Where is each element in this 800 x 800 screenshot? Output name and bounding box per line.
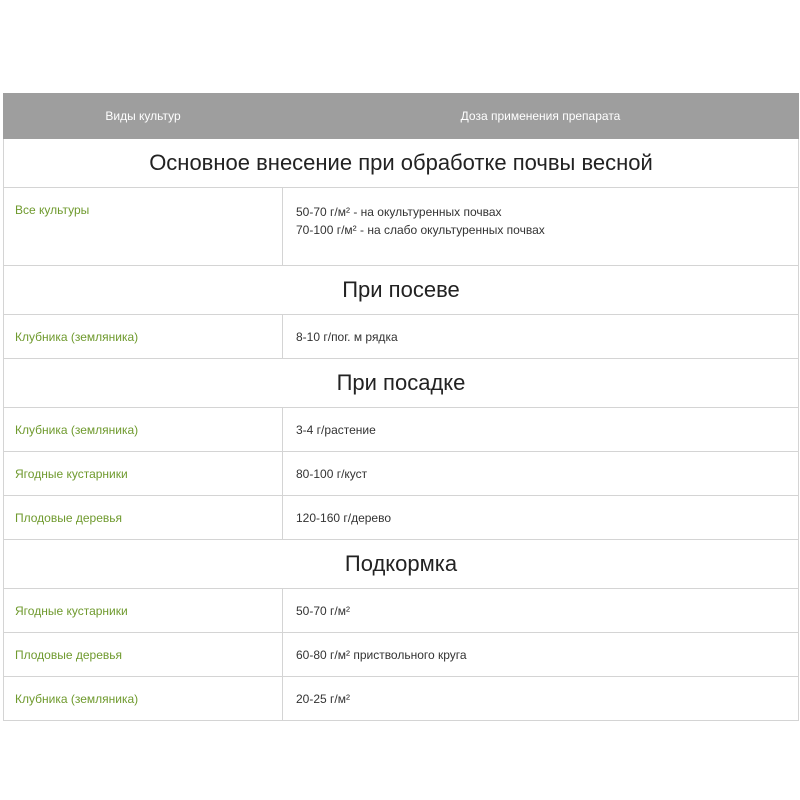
crop-cell: Плодовые деревья (4, 496, 283, 540)
section-row (4, 359, 799, 408)
dose-line: 70-100 г/м² - на слабо окультуренных почвах (296, 223, 545, 237)
dose-cell: 8-10 г/пог. м рядка (283, 315, 799, 359)
dose-cell: 20-25 г/м² (283, 677, 799, 721)
section-title: Основное внесение при обработке почвы весной (4, 139, 799, 188)
table-row (4, 496, 799, 540)
table-row (4, 633, 799, 677)
table-row (4, 589, 799, 633)
section-row (4, 139, 799, 188)
dose-cell (283, 188, 799, 266)
crop-cell: Все культуры (4, 188, 283, 266)
header-crop-types: Виды культур (4, 94, 283, 139)
table-row (4, 677, 799, 721)
section-title: При посеве (4, 266, 799, 315)
table-header-row (4, 94, 799, 139)
crop-cell: Клубника (земляника) (4, 677, 283, 721)
table-row (4, 315, 799, 359)
crop-cell: Ягодные кустарники (4, 452, 283, 496)
table-row (4, 188, 799, 266)
section-title: При посадке (4, 359, 799, 408)
crop-cell: Ягодные кустарники (4, 589, 283, 633)
dosage-table (3, 93, 799, 721)
header-application-dose: Доза применения препарата (283, 94, 799, 139)
crop-cell: Плодовые деревья (4, 633, 283, 677)
dose-line: 50-70 г/м² - на окультуренных почвах (296, 205, 502, 219)
dose-cell: 80-100 г/куст (283, 452, 799, 496)
crop-cell: Клубника (земляника) (4, 315, 283, 359)
crop-cell: Клубника (земляника) (4, 408, 283, 452)
dose-cell: 3-4 г/растение (283, 408, 799, 452)
dosage-table-container (3, 93, 798, 721)
section-row (4, 540, 799, 589)
dose-cell: 120-160 г/дерево (283, 496, 799, 540)
table-row (4, 408, 799, 452)
dose-cell: 60-80 г/м² приствольного круга (283, 633, 799, 677)
section-title: Подкормка (4, 540, 799, 589)
table-row (4, 452, 799, 496)
section-row (4, 266, 799, 315)
dose-cell: 50-70 г/м² (283, 589, 799, 633)
